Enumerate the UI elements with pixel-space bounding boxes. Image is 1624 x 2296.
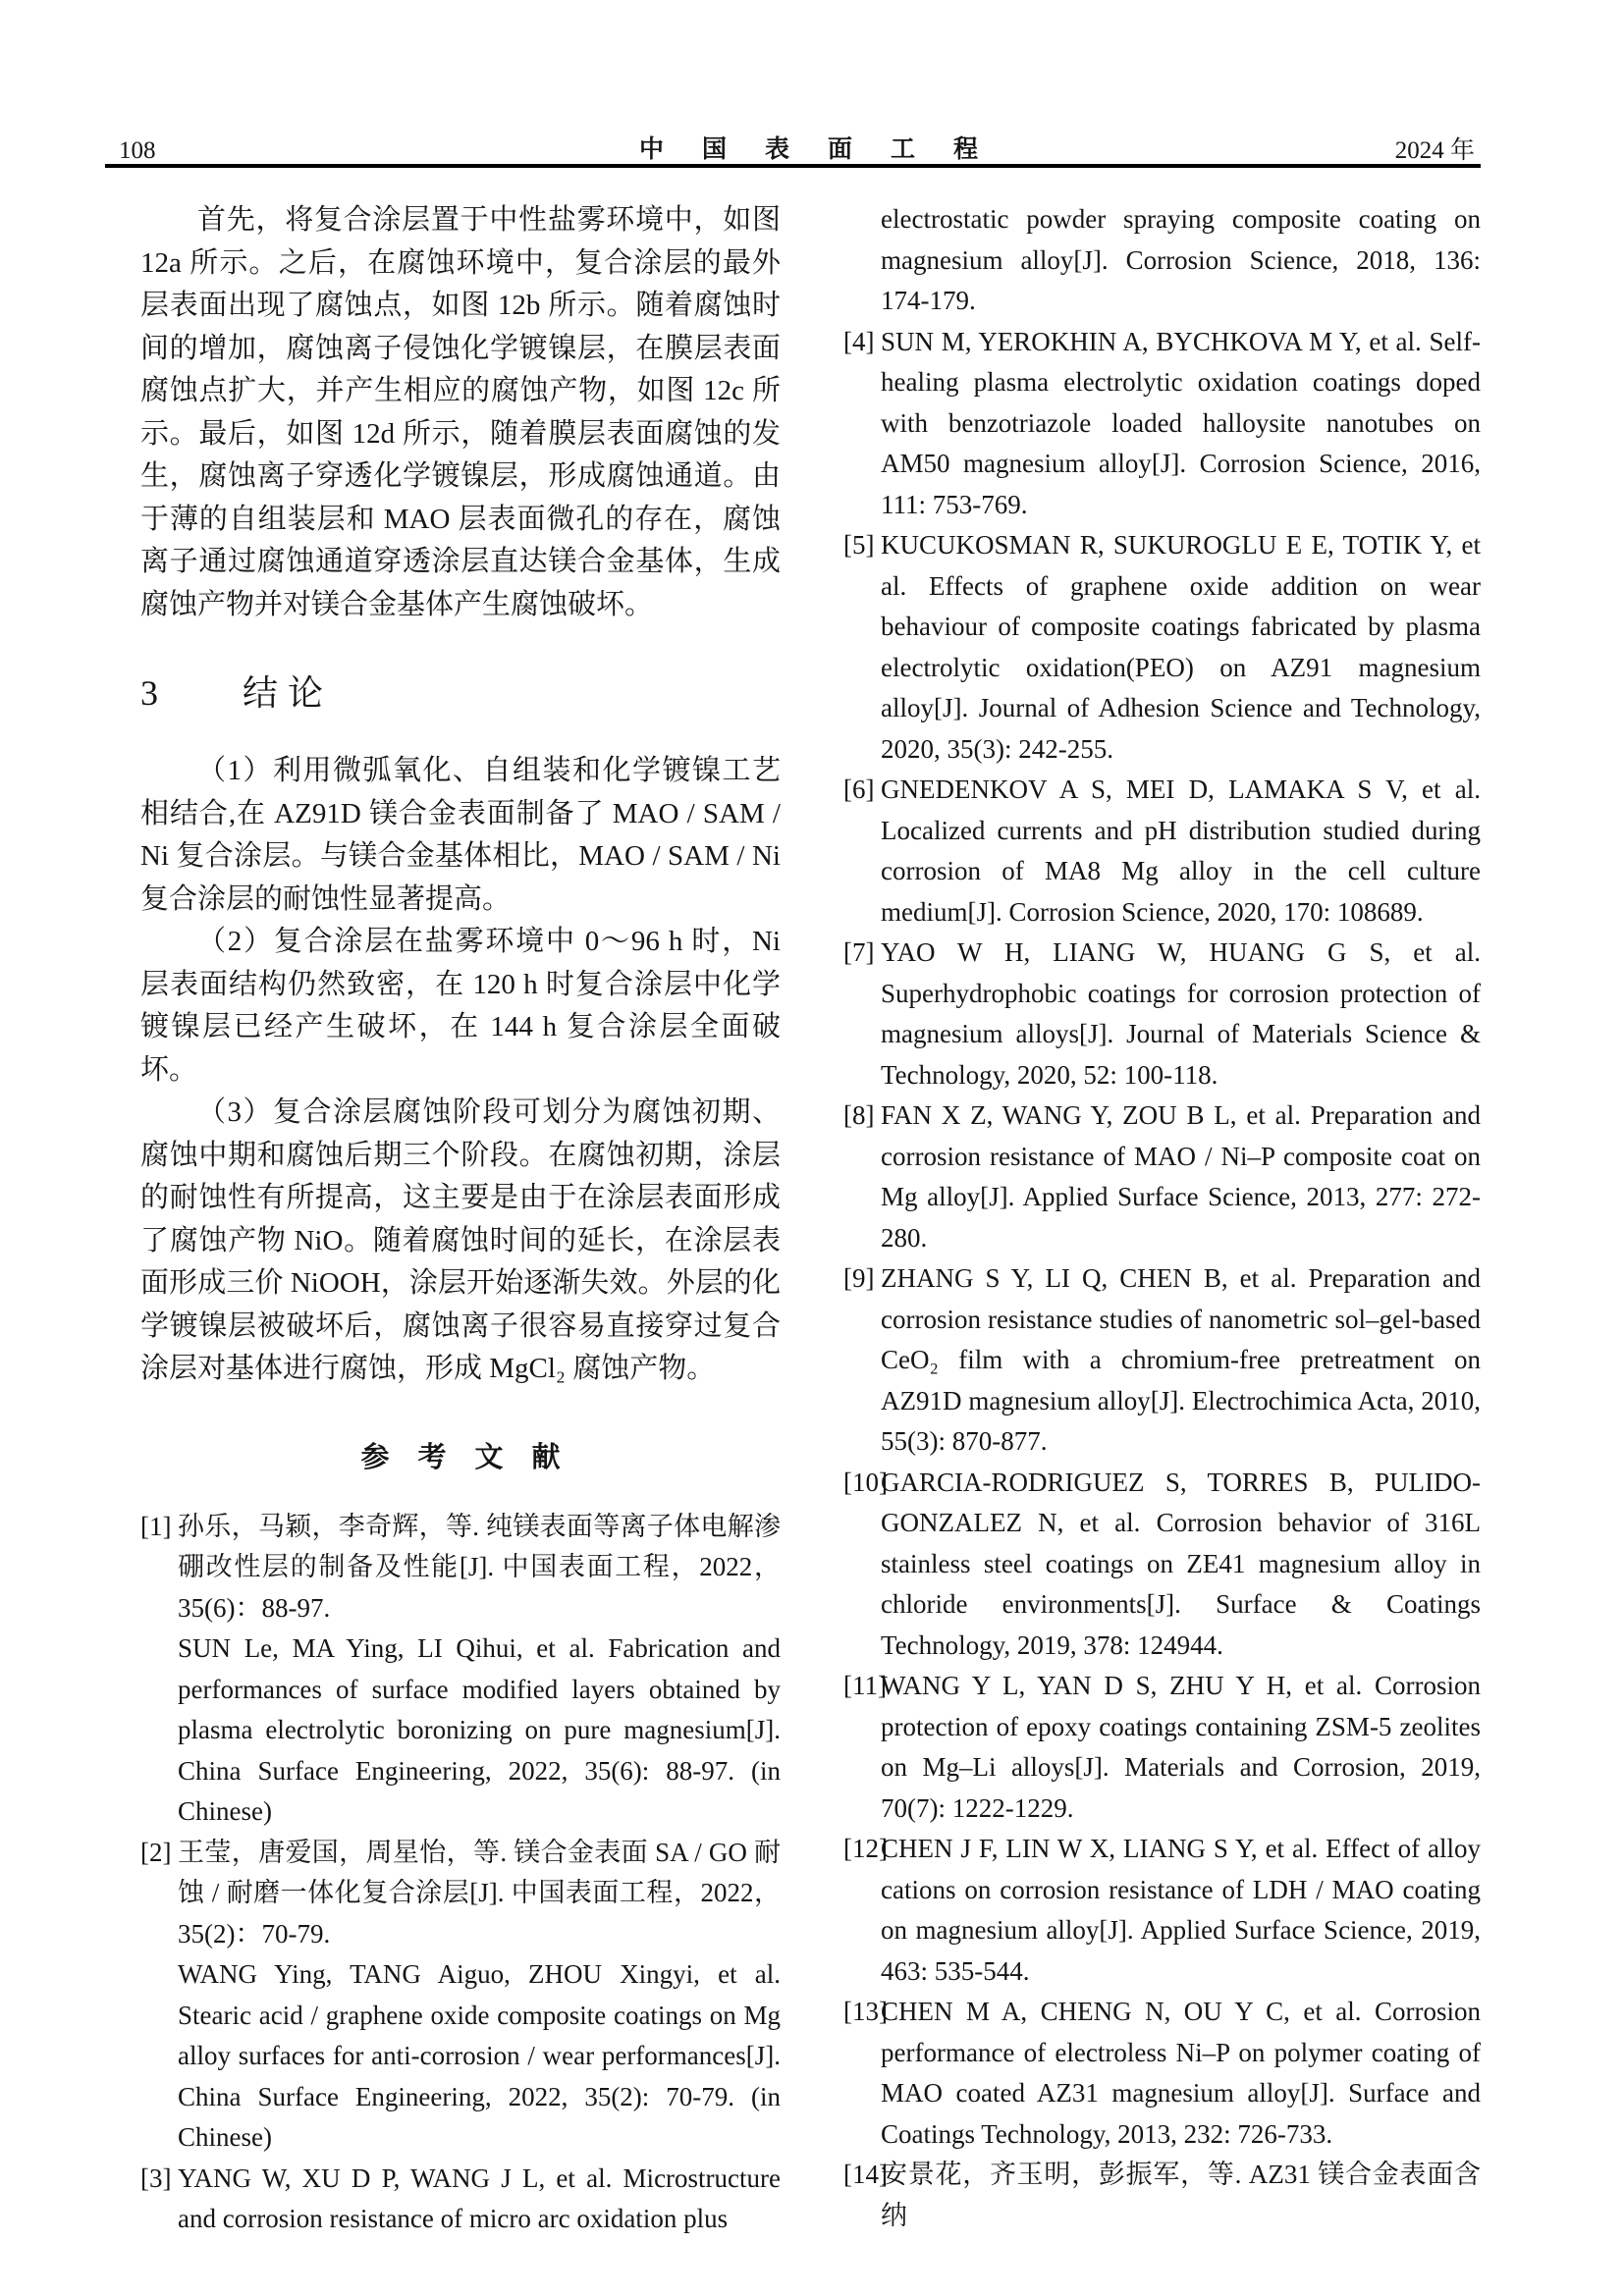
conclusion-paragraph-2: （2）复合涂层在盐雾环境中 0～96 h 时，Ni 层表面结构仍然致密，在 120 h 时复合涂层中化学镀镍层已经产生破坏，在 144 h 复合涂层全面破坏。 bbox=[140, 926, 781, 1086]
reference-item bbox=[843, 1258, 1481, 1463]
reference-item bbox=[140, 2159, 781, 2240]
reference-paragraph: ZHANG S Y, LI Q, CHEN B, et al. Preparation and corrosion resistance studies of nanometric sol–gel-based CeO₂ film with a chromium-free pretreatment on AZ91D magnesium alloy[J]. Electrochimica Acta, 2010, 55(3): 870-877. bbox=[881, 1263, 1481, 1456]
header-year: 2024 年 bbox=[1394, 137, 1475, 164]
reference-item bbox=[843, 525, 1481, 770]
reference-paragraph: SUN Le, MA Ying, LI Qihui, et al. Fabrication and performances of surface modified layers obtained by plasma electrolytic boronizing on pure magnesium[J]. China Surface Engineering, 2022, 35(6): 88-97. (in Chinese) bbox=[178, 1633, 781, 1826]
page-number: 108 bbox=[119, 137, 156, 164]
section-heading bbox=[140, 671, 781, 715]
reference-item bbox=[843, 322, 1481, 526]
reference-paragraph: GNEDENKOV A S, MEI D, LAMAKA S V, et al. Localized currents and pH distribution studied during corrosion of MA8 Mg alloy in the cell culture medium[J]. Corrosion Science, 2020, 170: 108689. bbox=[881, 774, 1481, 927]
header-rule bbox=[105, 164, 1481, 168]
references-list-right bbox=[843, 199, 1481, 2236]
reference-label: [13] bbox=[843, 1997, 888, 2026]
reference-paragraph: WANG Y L, YAN D S, ZHU Y H, et al. Corrosion protection of epoxy coatings containing ZSM-5 zeolites on Mg–Li alloys[J]. Materials and Corrosion, 2019, 70(7): 1222-1229. bbox=[881, 1671, 1481, 1823]
section-title: 结论 bbox=[243, 673, 334, 713]
reference-paragraph: 安景花，齐玉明，彭振军，等. AZ31 镁合金表面含纳 bbox=[881, 2160, 1481, 2230]
reference-item bbox=[843, 1666, 1481, 1829]
intro-paragraph: 首先，将复合涂层置于中性盐雾环境中，如图 12a 所示。之后，在腐蚀环境中，复合涂层的最外层表面出现了腐蚀点，如图 12b 所示。随着腐蚀时间的增加，腐蚀离子侵蚀化学镀镍层，在膜层表面腐蚀点扩大，并产生相应的腐蚀产物，如图 12c 所示。最后，如图 12d 所示，随着膜层表面腐蚀的发生，腐蚀离子穿透化学镀镍层，形成腐蚀通道。由于薄的自组装层和 MAO 层表面微孔的存在，腐蚀离子通过腐蚀通道穿透涂层直达镁合金基体，生成腐蚀产物并对镁合金基体产生腐蚀破坏。 bbox=[140, 204, 781, 620]
reference-item bbox=[843, 1992, 1481, 2155]
reference-item bbox=[140, 1507, 781, 1833]
reference-label: [3] bbox=[140, 2163, 172, 2193]
reference-label: [7] bbox=[843, 937, 875, 967]
reference-label: [5] bbox=[843, 530, 875, 560]
references-heading: 参 考 文 献 bbox=[360, 1441, 561, 1473]
reference-item bbox=[140, 1833, 781, 2159]
reference-item bbox=[843, 1095, 1481, 1258]
reference-paragraph: electrostatic powder spraying composite coating on magnesium alloy[J]. Corrosion Science, 2018, 136: 174-179. bbox=[881, 204, 1481, 315]
right-column bbox=[843, 199, 1481, 2236]
reference-label: [2] bbox=[140, 1837, 172, 1867]
reference-paragraph: YAO W H, LIANG W, HUANG G S, et al. Superhydrophobic coatings for corrosion protection of magnesium alloys[J]. Journal of Materials Science & Technology, 2020, 52: 100-118. bbox=[881, 937, 1481, 1090]
reference-item bbox=[843, 1463, 1481, 1667]
reference-label: [12] bbox=[843, 1834, 888, 1863]
reference-paragraph: GARCIA-RODRIGUEZ S, TORRES B, PULIDO-GONZALEZ N, et al. Corrosion behavior of 316L stainless steel coatings on ZE41 magnesium alloy in chloride environments[J]. Surface & Coatings Technology, 2019, 378: 124944. bbox=[881, 1467, 1481, 1660]
reference-label: [10] bbox=[843, 1467, 888, 1497]
reference-label: [8] bbox=[843, 1100, 875, 1130]
reference-label: [4] bbox=[843, 326, 875, 356]
reference-item bbox=[843, 1829, 1481, 1992]
reference-label: [1] bbox=[140, 1511, 172, 1541]
reference-paragraph: CHEN M A, CHENG N, OU Y C, et al. Corrosion performance of electroless Ni–P on polymer coating of MAO coated AZ31 magnesium alloy[J]. Surface and Coatings Technology, 2013, 232: 726-733. bbox=[881, 1997, 1481, 2149]
reference-item bbox=[843, 770, 1481, 933]
reference-item bbox=[843, 933, 1481, 1095]
conclusion-paragraph-1: （1）利用微弧氧化、自组装和化学镀镍工艺相结合,在 AZ91D 镁合金表面制备了 MAO / SAM / Ni 复合涂层。与镁合金基体相比，MAO / SAM / Ni 复合涂层的耐蚀性显著提高。 bbox=[140, 755, 781, 915]
reference-paragraph: KUCUKOSMAN R, SUKUROGLU E E, TOTIK Y, et al. Effects of graphene oxide addition on wear behaviour of composite coatings fabricated by plasma electrolytic oxidation(PEO) on AZ91 magnesium alloy[J]. Journal of Adhesion Science and Technology, 2020, 35(3): 242-255. bbox=[881, 530, 1481, 764]
section-number: 3 bbox=[140, 673, 158, 713]
reference-paragraph: 王莹，唐爱国，周星怡，等. 镁合金表面 SA / GO 耐蚀 / 耐磨一体化复合涂层[J]. 中国表面工程，2022，35(2)：70-79. bbox=[178, 1837, 781, 1949]
reference-paragraph: YANG W, XU D P, WANG J L, et al. Microstructure and corrosion resistance of micro arc oxidation plus bbox=[178, 2163, 781, 2233]
conclusion-paragraph-3: （3）复合涂层腐蚀阶段可划分为腐蚀初期、腐蚀中期和腐蚀后期三个阶段。在腐蚀初期，涂层的耐蚀性有所提高，这主要是由于在涂层表面形成了腐蚀产物 NiO。随着腐蚀时间的延长，在涂层表面形成三价 NiOOH，涂层开始逐渐失效。外层的化学镀镍层被破坏后，腐蚀离子很容易直接穿过复合涂层对基体进行腐蚀，形成 MgCl₂ 腐蚀产物。 bbox=[140, 1096, 781, 1384]
reference-paragraph: FAN X Z, WANG Y, ZOU B L, et al. Preparation and corrosion resistance of MAO / Ni–P composite coat on Mg alloy[J]. Applied Surface Science, 2013, 277: 272-280. bbox=[881, 1100, 1481, 1253]
reference-paragraph: SUN M, YEROKHIN A, BYCHKOVA M Y, et al. Self-healing plasma electrolytic oxidation coatings doped with benzotriazole loaded halloysite nanotubes on AM50 magnesium alloy[J]. Corrosion Science, 2016, 111: 753-769. bbox=[881, 326, 1481, 519]
reference-label: [9] bbox=[843, 1263, 875, 1293]
left-column bbox=[140, 199, 781, 2240]
references-list-left bbox=[140, 1507, 781, 2240]
reference-label: [11] bbox=[843, 1671, 887, 1700]
reference-paragraph: 孙乐，马颖，李奇辉，等. 纯镁表面等离子体电解渗硼改性层的制备及性能[J]. 中国表面工程，2022，35(6)：88-97. bbox=[178, 1511, 781, 1623]
journal-title: 中 国 表 面 工 程 bbox=[638, 136, 985, 163]
reference-paragraph: WANG Ying, TANG Aiguo, ZHOU Xingyi, et al. Stearic acid / graphene oxide composite coatings on Mg alloy surfaces for anti-corrosion / wear performances[J]. China Surface Engineering, 2022, 35(2): 70-79. (in Chinese) bbox=[178, 1959, 781, 2152]
reference-label: [14] bbox=[843, 2160, 888, 2189]
reference-paragraph: CHEN J F, LIN W X, LIANG S Y, et al. Effect of alloy cations on corrosion resistance of LDH / MAO coating on magnesium alloy[J]. Applied Surface Science, 2019, 463: 535-544. bbox=[881, 1834, 1481, 1986]
reference-item bbox=[843, 199, 1481, 322]
reference-label: [6] bbox=[843, 774, 875, 804]
reference-item bbox=[843, 2155, 1481, 2236]
